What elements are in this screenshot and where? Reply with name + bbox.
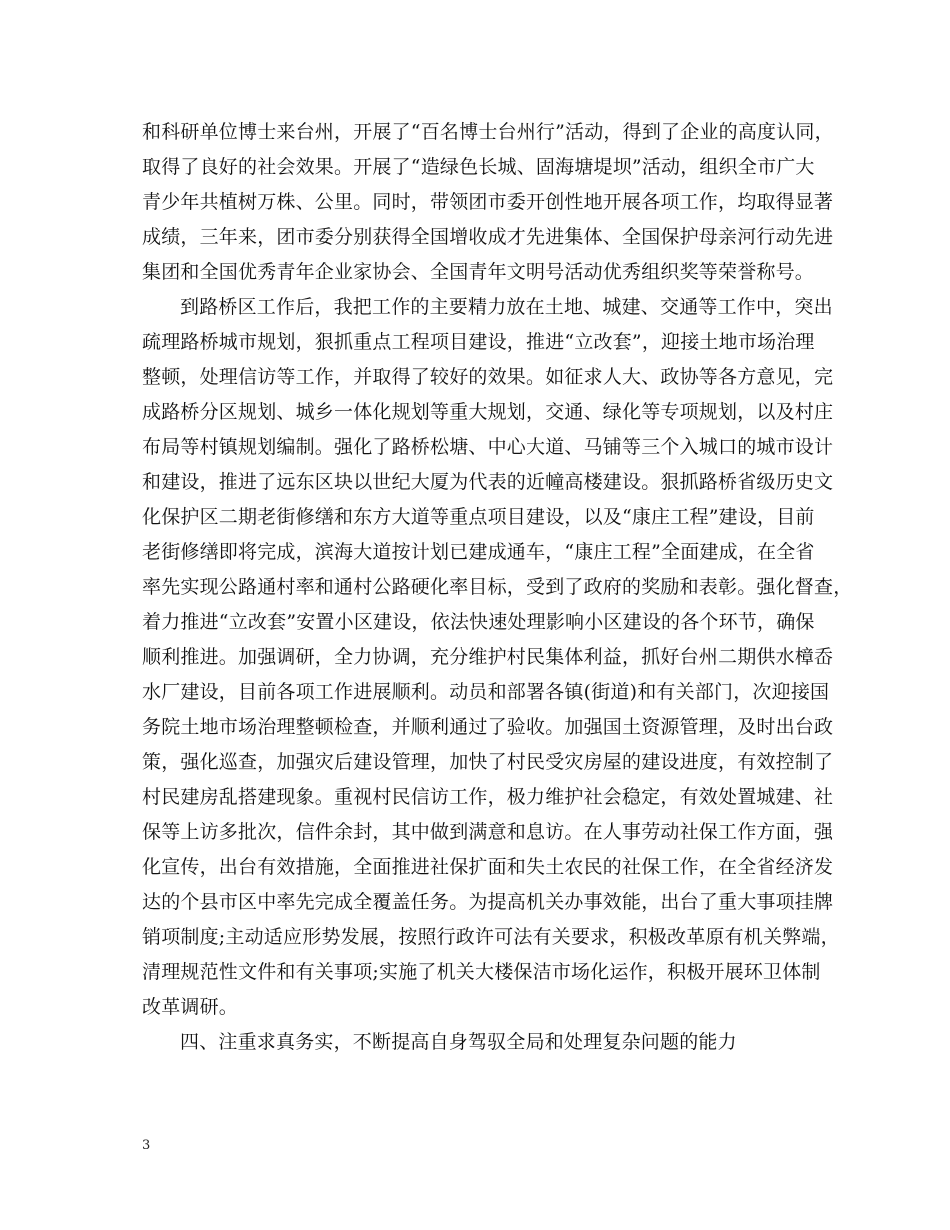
text-line: 改革调研。 bbox=[142, 996, 239, 1018]
text-line: 务院土地市场治理整顿检查，并顺利通过了验收。加强国土资源管理，及时出台政 bbox=[142, 716, 834, 738]
text-line: 顺利推进。加强调研，全力协调，充分维护村民集体利益，抓好台州二期供水樟岙 bbox=[142, 646, 834, 668]
text-line: 布局等村镇规划编制。强化了路桥松塘、中心大道、马铺等三个入城口的城市设计 bbox=[142, 436, 834, 458]
text-line: 保等上访多批次，信件余封，其中做到满意和息访。在人事劳动社保工作方面，强 bbox=[142, 821, 834, 843]
text-line: 化宣传，出台有效措施，全面推进社保扩面和失土农民的社保工作，在全省经济发 bbox=[142, 856, 834, 878]
text-line: 和科研单位博士来台州，开展了“百名博士台州行”活动，得到了企业的高度认同， bbox=[142, 121, 834, 143]
text-line: 着力推进“立改套”安置小区建设，依法快速处理影响小区建设的各个环节，确保 bbox=[142, 611, 815, 633]
text-line: 疏理路桥城市规划，狠抓重点工程项目建设，推进“立改套”，迎接土地市场治理 bbox=[142, 331, 815, 353]
text-line: 取得了良好的社会效果。开展了“造绿色长城、固海塘堤坝”活动，组织全市广大 bbox=[142, 156, 815, 178]
text-line: 达的个县市区中率先完成全覆盖任务。为提高机关办事效能，出台了重大事项挂牌 bbox=[142, 891, 834, 913]
text-line: 老街修缮即将完成，滨海大道按计划已建成通车，“康庄工程”全面建成，在全省 bbox=[142, 541, 815, 563]
text-line: 整顿，处理信访等工作，并取得了较好的效果。如征求人大、政协等各方意见，完 bbox=[142, 366, 834, 388]
text-line: 策，强化巡查，加强灾后建设管理，加快了村民受灾房屋的建设进度，有效控制了 bbox=[142, 751, 834, 773]
text-line: 集团和全国优秀青年企业家协会、全国青年文明号活动优秀组织奖等荣誉称号。 bbox=[142, 261, 815, 283]
text-line: 化保护区二期老街修缮和东方大道等重点项目建设，以及“康庄工程”建设，目前 bbox=[142, 506, 815, 528]
page-number: 3 bbox=[142, 1138, 151, 1153]
text-line: 水厂建设，目前各项工作进展顺利。动员和部署各镇(街道)和有关部门，次迎接国 bbox=[142, 681, 830, 703]
text-line: 成绩，三年来，团市委分别获得全国增收成才先进集体、全国保护母亲河行动先进 bbox=[142, 226, 834, 248]
paragraph-first-line: 到路桥区工作后，我把工作的主要精力放在土地、城建、交通等工作中，突出 bbox=[180, 296, 833, 318]
text-line: 成路桥分区规划、城乡一体化规划等重大规划，交通、绿化等专项规划，以及村庄 bbox=[142, 401, 834, 423]
text-line: 和建设，推进了远东区块以世纪大厦为代表的近幢高楼建设。狠抓路桥省级历史文 bbox=[142, 471, 834, 493]
section-heading: 四、注重求真务实，不断提高自身驾驭全局和处理复杂问题的能力 bbox=[180, 1031, 737, 1053]
text-line: 青少年共植树万株、公里。同时，带领团市委开创性地开展各项工作，均取得显著 bbox=[142, 191, 834, 213]
text-line: 村民建房乱搭建现象。重视村民信访工作，极力维护社会稳定，有效处置城建、社 bbox=[142, 786, 834, 808]
text-line: 销项制度;主动适应形势发展，按照行政许可法有关要求，积极改革原有机关弊端， bbox=[142, 926, 840, 948]
body-text bbox=[142, 115, 853, 1060]
text-line: 清理规范性文件和有关事项;实施了机关大楼保洁市场化运作，积极开展环卫体制 bbox=[142, 961, 821, 983]
text-line: 率先实现公路通村率和通村公路硬化率目标，受到了政府的奖励和表彰。强化督查， bbox=[142, 576, 853, 598]
